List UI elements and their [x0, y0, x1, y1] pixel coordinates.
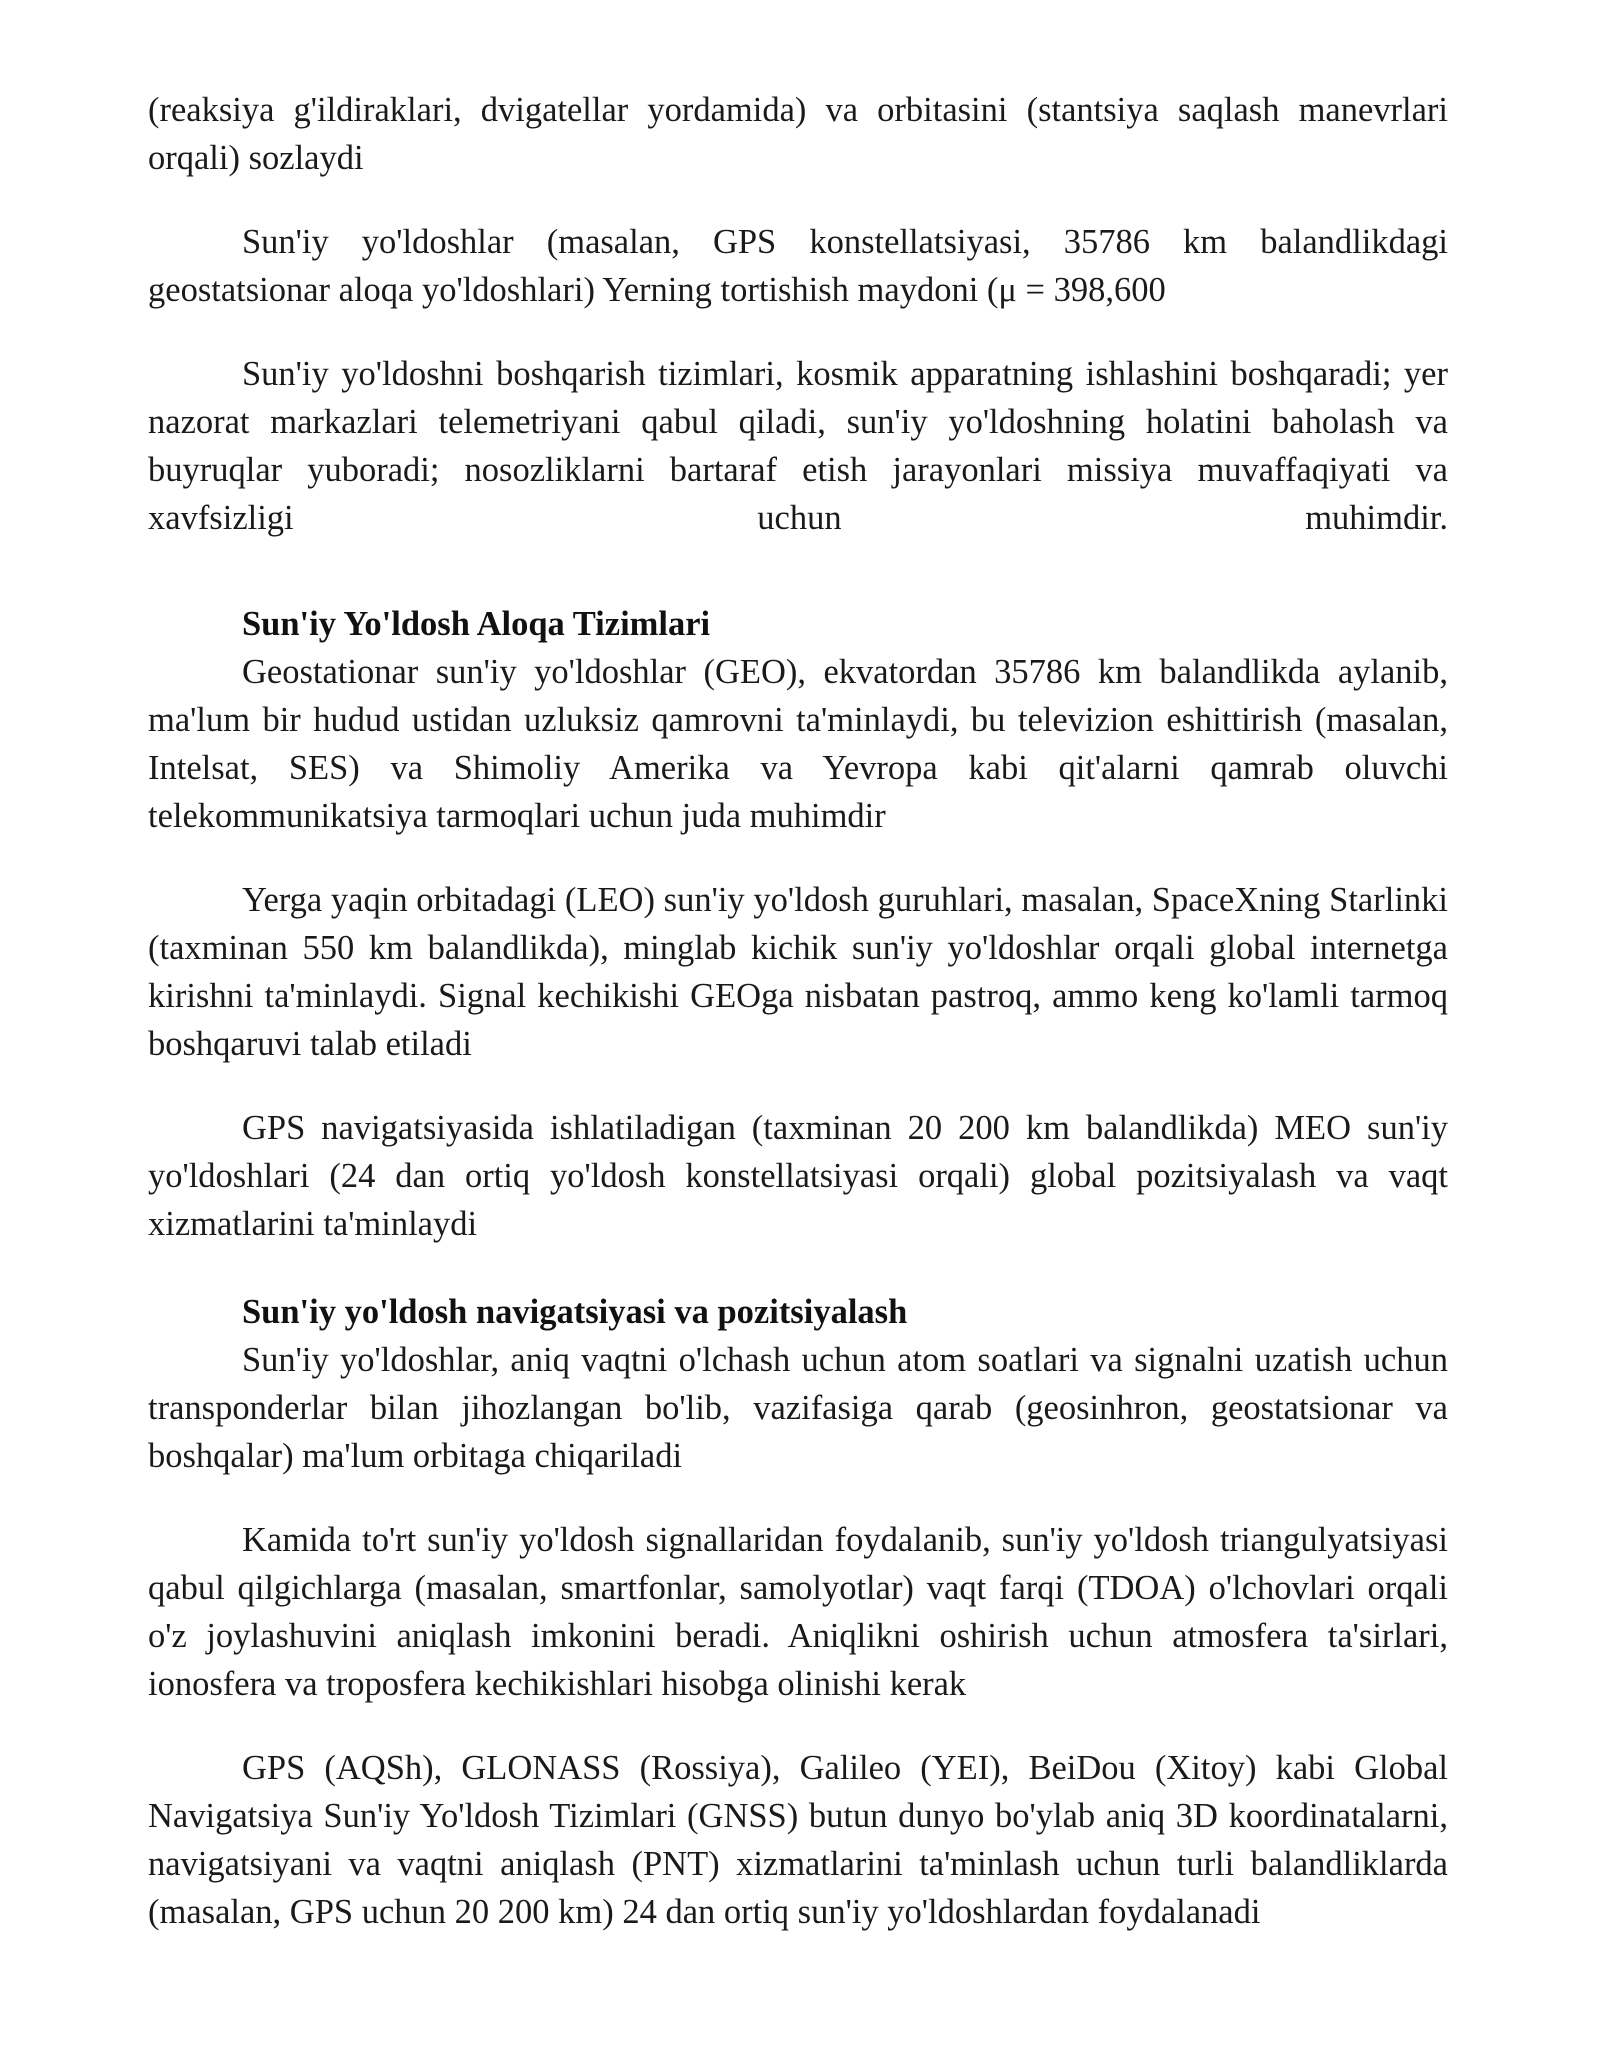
section-heading-navigation: Sun'iy yo'ldosh navigatsiyasi va pozitsiyalash: [242, 1293, 908, 1331]
paragraph-leo: Yerga yaqin orbitadagi (LEO) sun'iy yo'ldosh guruhlari, masalan, SpaceXning Starlinki (taxminan 550 km balandlikda), minglab kichik sun'iy yo'ldoshlar orqali global internetga kirishni ta'minlaydi. Signal kechikishi GEOga nisbatan pastroq, ammo keng ko'lamli tarmoq boshqaruvi talab etiladi: [148, 881, 1448, 1063]
paragraph-geo: Geostationar sun'iy yo'ldoshlar (GEO), ekvatordan 35786 km balandlikda aylanib, ma'lum bir hudud ustidan uzluksiz qamrovni ta'minlaydi, bu televizion eshittirish (masalan, Intelsat, SES) va Shimoliy Amerika va Yevropa kabi qit'alarni qamrab oluvchi telekommunikatsiya tarmoqlari uchun juda muhimdir: [148, 653, 1448, 835]
section-heading-communication: Sun'iy Yo'ldosh Aloqa Tizimlari: [242, 605, 711, 643]
paragraph-continuation: (reaksiya g'ildiraklari, dvigatellar yordamida) va orbitasini (stantsiya saqlash manevrlari orqali) sozlaydi: [148, 91, 1448, 177]
paragraph-meo: GPS navigatsiyasida ishlatiladigan (taxminan 20 200 km balandlikda) MEO sun'iy yo'ldoshlari (24 dan ortiq yo'ldosh konstellatsiyasi orqali) global pozitsiyalash va vaqt xizmatlarini ta'minlaydi: [148, 1109, 1448, 1243]
paragraph-gravity: Sun'iy yo'ldoshlar (masalan, GPS konstellatsiyasi, 35786 km balandlikdagi geostatsionar aloqa yo'ldoshlari) Yerning tortishish maydoni (μ = 398,600: [148, 223, 1448, 309]
paragraph-triangulation: Kamida to'rt sun'iy yo'ldosh signallaridan foydalanib, sun'iy yo'ldosh triangulyatsiyasi qabul qilgichlarga (masalan, smartfonlar, samolyotlar) vaqt farqi (TDOA) o'lchovlari orqali o'z joylashuvini aniqlash imkonini beradi. Aniqlikni oshirish uchun atmosfera ta'sirlari, ionosfera va troposfera kechikishlari hisobga olinishi kerak: [148, 1521, 1448, 1703]
paragraph-control-systems: Sun'iy yo'ldoshni boshqarish tizimlari, kosmik apparatning ishlashini boshqaradi; yer nazorat markazlari telemetriyani qabul qiladi, sun'iy yo'ldoshning holatini baholash va buyruqlar yuboradi; nosozliklarni bartaraf etish jarayonlari missiya muvaffaqiyati va xavfsizligi uchun muhimdir.: [148, 355, 1448, 537]
paragraph-gnss: GPS (AQSh), GLONASS (Rossiya), Galileo (YEI), BeiDou (Xitoy) kabi Global Navigatsiya Sun'iy Yo'ldosh Tizimlari (GNSS) butun dunyo bo'ylab aniq 3D koordinatalarni, navigatsiyani va vaqtni aniqlash (PNT) xizmatlarini ta'minlash uchun turli balandliklarda (masalan, GPS uchun 20 200 km) 24 dan ortiq sun'iy yo'ldoshlardan foydalanadi: [148, 1749, 1448, 1931]
paragraph-atomic-clocks: Sun'iy yo'ldoshlar, aniq vaqtni o'lchash uchun atom soatlari va signalni uzatish uchun transponderlar bilan jihozlangan bo'lib, vazifasiga qarab (geosinhron, geostatsionar va boshqalar) ma'lum orbitaga chiqariladi: [148, 1341, 1448, 1475]
document-body: [148, 86, 1448, 1972]
